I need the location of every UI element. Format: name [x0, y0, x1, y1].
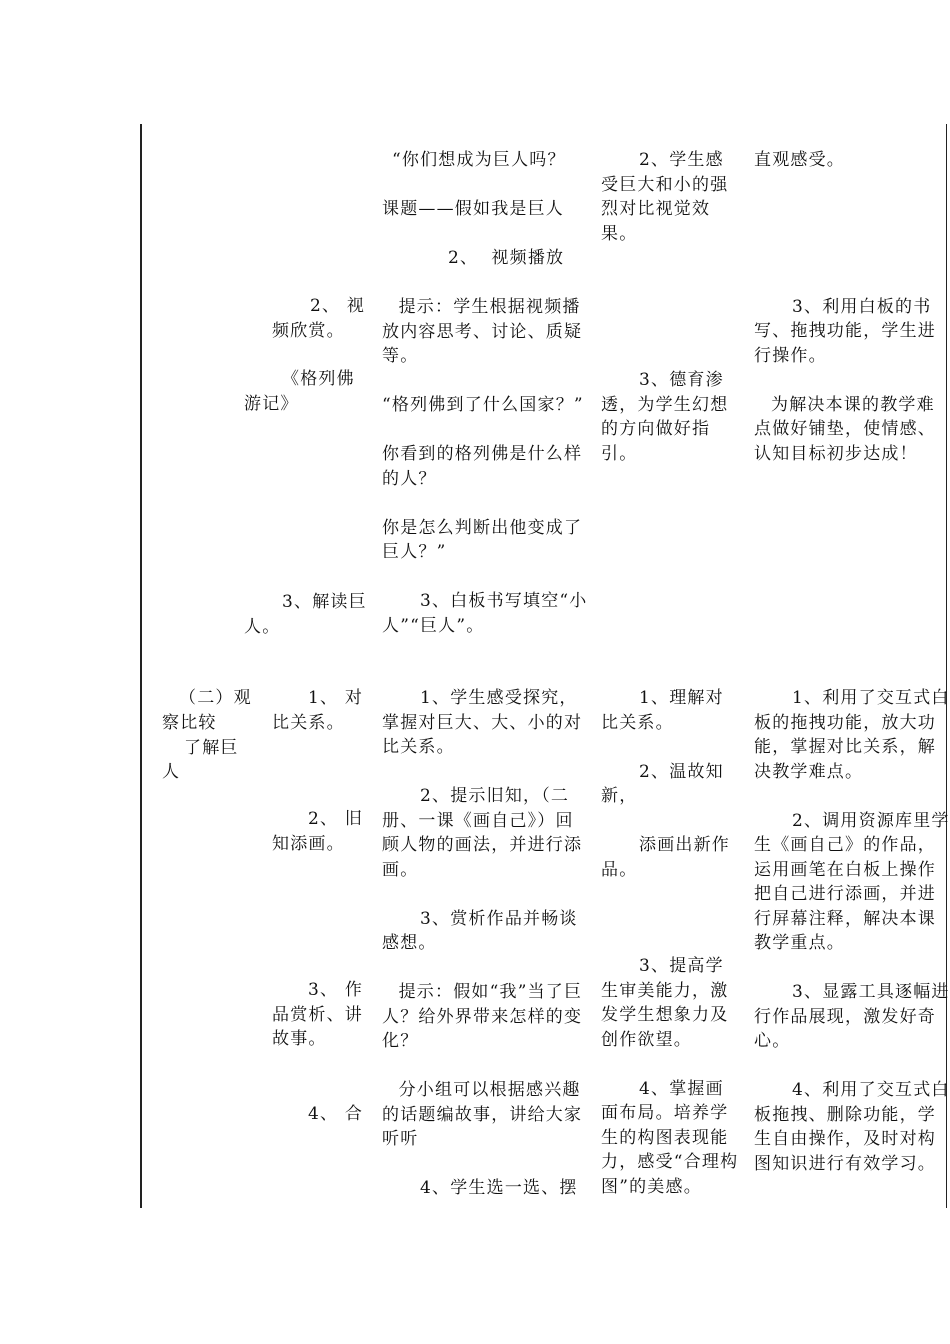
- intent-draw: 添画出新作品。: [601, 835, 730, 880]
- tech-whiteboard: 3、利用白板的书写、拖拽功能，学生进行操作。: [754, 296, 936, 366]
- intent-cell-bottom: [601, 686, 741, 1224]
- intent-moral: 3、德育渗透，为学生幻想的方向做好指引。: [601, 370, 729, 464]
- step-compose: 4、 合: [308, 1103, 364, 1124]
- activity-hint-giant: 提示：假如“我”当了巨人？给外界带来怎样的变化？: [382, 982, 583, 1051]
- intent-review: 2、温故知新，: [601, 761, 724, 806]
- tech-drag-delete: 4、利用了交互式白板拖拽、删除功能，学生自由操作，及时对构图知识进行有效学习。: [754, 1080, 950, 1174]
- activity-select: 4、学生选一选、摆: [420, 1178, 578, 1198]
- intent-aesthetic: 3、提高学生审美能力，激发学生想象力及创作欲望。: [601, 956, 729, 1050]
- activity-explore: 1、学生感受探究，掌握对巨大、大、小的对比关系。: [382, 688, 583, 757]
- step-cell-bottom: [272, 686, 372, 1151]
- tech-difficulty: 为解决本课的教学难点做好铺垫，使情感、认知目标初步达成！: [754, 394, 936, 464]
- step-interpret: 3、解读巨人。: [244, 592, 367, 637]
- tech-reveal: 3、显露工具逐幅进行作品展现，激发好奇心。: [754, 982, 950, 1051]
- activity-judge-question: 你是怎么判断出他变成了巨人？”: [382, 517, 583, 562]
- activity-gulliver-question: 你看到的格列佛是什么样的人？: [382, 444, 583, 489]
- step-cell-top: [244, 294, 372, 441]
- tech-resource: 2、调用资源库里学生《画自己》的作品，运用画笔在白板上操作把自己进行添画，并进行屏幕注释，解决本课教学重点。: [754, 810, 950, 953]
- step-video: 2、 视频欣赏。: [272, 296, 366, 341]
- activity-appreciate: 3、赏析作品并畅谈感想。: [382, 908, 578, 953]
- activity-review: 2、提示旧知，（二册、一课《画自己》）回顾人物的画法，并进行添画。: [382, 786, 583, 880]
- intent-layout: 4、掌握画面布局。培养学生的构图表现能力，感受“合理构图”的美感。: [601, 1078, 739, 1197]
- step-contrast: 1、 对比关系。: [272, 688, 364, 733]
- activity-whiteboard-fill: 3、白板书写填空“小人”“巨人”。: [382, 591, 588, 636]
- tech-drag-zoom: 1、利用了交互式白板的拖拽功能，放大功能，掌握对比关系，解决教学难点。: [754, 688, 950, 782]
- tech-cell-top: [754, 148, 950, 491]
- intent-understand: 1、理解对比关系。: [601, 688, 724, 733]
- intent-cell-top: [601, 148, 741, 491]
- activity-video-play: 2、 视频播放: [448, 248, 565, 268]
- activity-question: “你们想成为巨人吗？: [392, 150, 566, 170]
- step-appreciate: 3、 作品赏析、讲故事。: [272, 980, 364, 1049]
- activity-cell-top: [382, 148, 590, 663]
- activity-topic: 课题——假如我是巨人: [382, 199, 564, 219]
- intent-contrast: 2、学生感受巨大和小的强烈对比视觉效果。: [601, 150, 729, 244]
- step-draw: 2、 旧知添画。: [272, 809, 364, 854]
- activity-hint: 提示：学生根据视频播放内容思考、讨论、质疑等。: [382, 297, 583, 366]
- step-cell-mid: [244, 590, 372, 664]
- table-left-border: [140, 124, 142, 1208]
- section-title-cell: [162, 686, 252, 809]
- tech-visual: 直观感受。: [754, 150, 845, 170]
- activity-group-story: 分小组可以根据感兴趣的话题编故事，讲给大家听听: [382, 1080, 583, 1149]
- activity-country-question: “格列佛到了什么国家？”: [382, 395, 584, 415]
- tech-cell-bottom: [754, 686, 950, 1201]
- step-book-title: 《格列佛游记》: [244, 369, 355, 414]
- section-title: （二）观察比较: [162, 688, 252, 733]
- activity-cell-bottom: [382, 686, 590, 1225]
- section-subtitle: 了解巨人: [162, 737, 239, 782]
